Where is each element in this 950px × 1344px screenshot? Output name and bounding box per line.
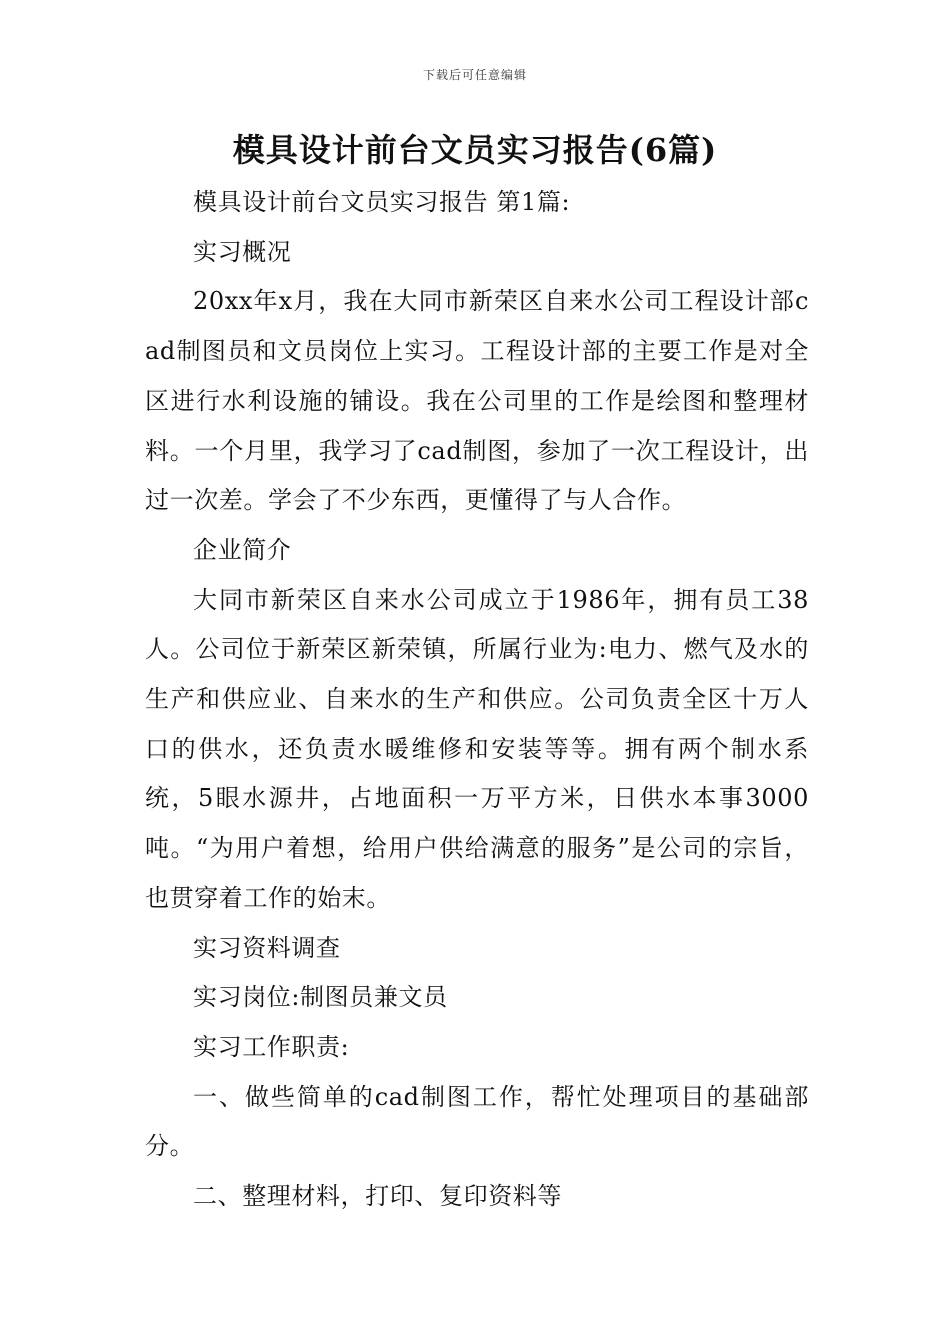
section-heading-company: 企业简介 — [193, 535, 292, 564]
section-heading-survey: 实习资料调查 — [193, 933, 341, 962]
document-title: 模具设计前台文员实习报告(6篇) — [232, 131, 718, 169]
paragraph-company: 大同市新荣区自来水公司成立于1986年，拥有员工38人。公司位于新荣区新荣镇，所属行业为:电力、燃气及水的生产和供应业、自来水的生产和供应。公司负责全区十万人口的供水，还负责水暖维修和安装等等。拥有两个制水系统，5眼水源井，占地面积一万平方米，日供水本事3000吨。“为用户着想，给用户供给满意的服务”是公司的宗旨，也贯穿着工作的始末。 — [145, 585, 809, 912]
paragraph-duties-heading: 实习工作职责: — [193, 1032, 350, 1061]
paragraph-duty-2: 二、整理材料，打印、复印资料等 — [193, 1182, 562, 1211]
paragraph-overview: 20xx年x月，我在大同市新荣区自来水公司工程设计部cad制图员和文员岗位上实习。工程设计部的主要工作是对全区进行水利设施的铺设。我在公司里的工作是绘图和整理材料。一个月里，我学习了cad制图，参加了一次工程设计，出过一次差。学会了不少东西，更懂得了与人合作。 — [145, 287, 809, 515]
document-body — [145, 178, 809, 1222]
paragraph-duty-1: 一、做些简单的cad制图工作，帮忙处理项目的基础部分。 — [145, 1082, 809, 1161]
section-heading-overview: 实习概况 — [193, 237, 292, 266]
section-subtitle: 模具设计前台文员实习报告 第1篇: — [193, 188, 571, 216]
paragraph-position: 实习岗位:制图员兼文员 — [193, 983, 448, 1012]
header-note: 下载后可任意编辑 — [422, 68, 527, 82]
